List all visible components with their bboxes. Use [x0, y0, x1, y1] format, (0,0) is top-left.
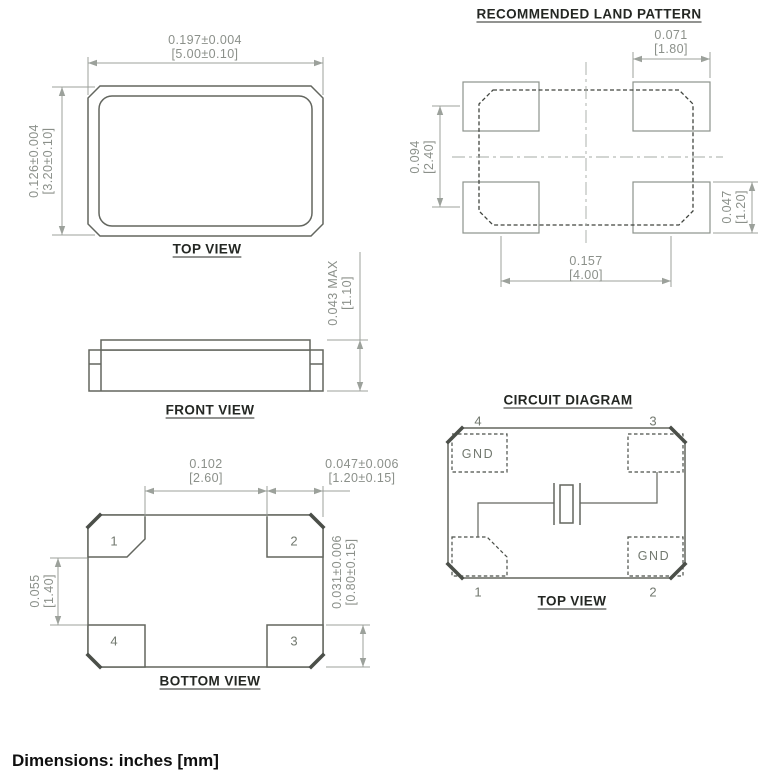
dim-inches: 0.047 — [720, 190, 734, 224]
dim-inches: 0.197±0.004 — [168, 33, 242, 47]
dim-land-vertical-pitch — [408, 140, 436, 174]
dim-mm: [3.20±0.10] — [41, 127, 55, 195]
dim-mm: [1.20] — [734, 190, 748, 224]
front-view-title: FRONT VIEW — [165, 402, 255, 418]
land-pattern-pads — [463, 82, 710, 233]
dim-mm: [1.40] — [42, 574, 56, 608]
top-view-title: TOP VIEW — [172, 241, 242, 257]
dim-mm: [4.00] — [569, 268, 603, 282]
dim-inches: 0.047±0.006 — [325, 457, 399, 471]
dim-inches: 0.031±0.006 — [330, 535, 344, 609]
bottom-view-title: BOTTOM VIEW — [159, 673, 261, 689]
gnd-label-bottom: GND — [637, 549, 671, 563]
dim-inches: 0.102 — [189, 457, 223, 471]
circuit-pin-3: 3 — [649, 413, 657, 429]
dim-inches: 0.055 — [28, 574, 42, 608]
dim-land-pad-width — [654, 28, 688, 56]
land-pattern-title: RECOMMENDED LAND PATTERN — [476, 6, 702, 22]
dim-inches: 0.094 — [408, 140, 422, 174]
dim-bottom-pad-gap — [189, 457, 223, 485]
circuit-top-view-label: TOP VIEW — [537, 593, 607, 609]
circuit-pin-4: 4 — [474, 413, 482, 429]
circuit-diagram-title: CIRCUIT DIAGRAM — [503, 392, 633, 408]
front-view-outline — [89, 340, 323, 391]
dim-mm: [0.80±0.15] — [344, 538, 358, 606]
dim-top-view-height — [27, 124, 55, 198]
bottom-pad-label-2: 2 — [290, 533, 298, 549]
dim-top-view-width — [168, 33, 242, 61]
dim-front-view-height — [326, 260, 354, 325]
circuit-pin-2: 2 — [649, 584, 657, 600]
dim-bottom-pad-vgap — [28, 574, 56, 608]
bottom-pad-label-1: 1 — [110, 533, 118, 549]
dim-bottom-pad-height — [330, 535, 358, 609]
gnd-label-top: GND — [461, 447, 495, 461]
dim-mm: [2.60] — [189, 471, 223, 485]
dim-inches: 0.157 — [569, 254, 603, 268]
dim-mm: [1.80] — [654, 42, 688, 56]
dim-inches: 0.043 MAX — [326, 260, 340, 326]
dimensions-note: Dimensions: inches [mm] — [12, 751, 219, 770]
top-view-outline — [88, 86, 323, 236]
bottom-view-outline — [88, 515, 323, 667]
dim-mm: [1.10] — [340, 276, 354, 310]
dim-mm: [5.00±0.10] — [171, 47, 239, 61]
dim-inches: 0.071 — [654, 28, 688, 42]
dim-land-pad-height — [720, 190, 748, 224]
bottom-pad-label-3: 3 — [290, 633, 298, 649]
dim-mm: [1.20±0.15] — [328, 471, 396, 485]
circuit-pin-1: 1 — [474, 584, 482, 600]
bottom-pad-label-4: 4 — [110, 633, 118, 649]
dim-inches: 0.126±0.004 — [27, 124, 41, 198]
dim-mm: [2.40] — [422, 140, 436, 174]
dim-bottom-pad-width — [325, 457, 399, 485]
dim-land-horizontal-pitch — [569, 254, 603, 282]
